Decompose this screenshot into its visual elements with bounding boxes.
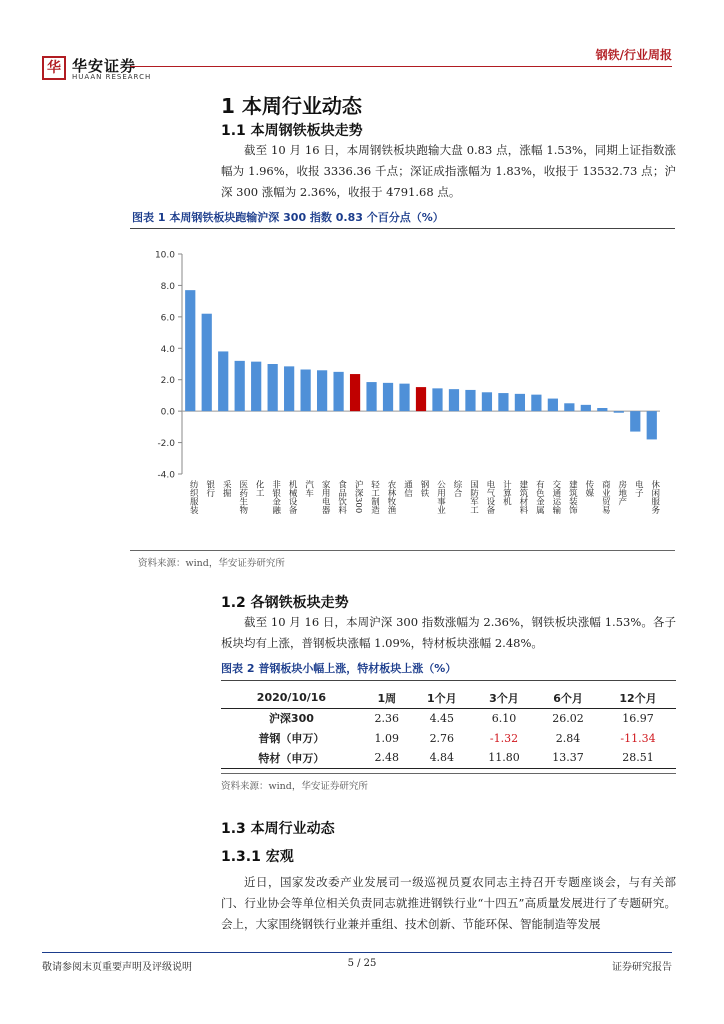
x-tick-label: 有色金属 [534,480,545,514]
table-header-1m: 1个月 [412,688,472,708]
table-header-row [221,688,676,708]
bar [268,364,278,411]
table-cell: 11.80 [472,748,536,768]
table-cell: 1.09 [374,731,400,745]
figure-2-bottom-rule [221,773,676,774]
x-tick-label: 通信 [402,480,413,497]
report-category: 钢铁/行业周报 [595,48,672,62]
paragraph-1-2: 截至 10 月 16 日，本周沪深 300 指数涨幅为 2.36%，钢铁板块涨幅 1.53%。各子板块均有上涨，普钢板块涨幅 1.09%，特材板块涨幅 2.48%。 [221,615,676,650]
table-cell: 2.76 [429,731,455,745]
x-tick-label: 采掘 [221,480,232,497]
figure-2-table [221,688,676,769]
figure-2-top-rule [221,680,676,681]
footer-divider [42,952,672,953]
x-tick-label: 国防军工 [468,480,479,514]
figure-1-source: 资料来源：wind，华安证券研究所 [138,558,285,569]
x-tick-label: 家用电器 [320,480,331,514]
y-tick-label: 6.0 [160,313,175,324]
x-tick-label: 房地产 [616,480,627,506]
y-tick-label: 10.0 [154,250,175,261]
x-tick-label: 综合 [451,480,462,497]
bar [515,394,525,411]
x-tick-label: 钢铁 [419,480,429,497]
x-tick-label: 轻工制造 [369,480,380,514]
x-tick-label: 农林牧渔 [386,480,397,514]
x-tick-label: 休闲服务 [649,480,660,514]
table-cell: 2.36 [374,711,400,725]
bar [482,392,492,411]
table-cell: 2.48 [362,748,412,768]
bar [614,411,624,413]
x-tick-label: 交通运输 [550,480,561,514]
y-tick-label: 4.0 [160,344,175,355]
bar [498,393,508,411]
header-divider [130,66,672,67]
section-title: 1 本周行业动态 [221,94,362,118]
table-row-label: 沪深300 [268,712,314,726]
bar [333,372,343,411]
table-cell: -11.34 [620,731,656,745]
bar [548,399,558,412]
figure-2-source: 资料来源：wind，华安证券研究所 [221,781,368,792]
bar [465,390,475,411]
x-tick-label: 化工 [254,480,265,497]
table-cell: 6.10 [491,711,517,725]
x-tick-label: 非银金融 [270,480,281,514]
bar [235,361,245,411]
bar [383,383,393,411]
paragraph-1-3-1: 近日，国家发改委产业发展司一级巡视员夏农同志主持召开专题座谈会，与有关部门、行业协会等单位相关负责同志就推进钢铁行业“十四五”高质量发展进行了专题研究。会上，大家围绕钢铁行业兼并重组、技术创新、节能环保、智能制造等发展 [221,875,676,931]
x-tick-label: 公用事业 [435,480,446,514]
y-tick-label: 2.0 [160,376,175,387]
table-cell: 4.84 [412,748,472,768]
x-tick-label: 建筑材料 [517,480,528,514]
bar [449,389,459,411]
bar [647,411,657,439]
bar [531,395,541,412]
x-tick-label: 汽车 [303,480,314,497]
footer-report-type: 证券研究报告 [612,962,672,973]
bar [284,366,294,411]
table-header-1w: 1周 [362,688,412,708]
figure-1-bottom-rule [130,550,675,551]
figure-1-title: 图表 1 本周钢铁板块跑输沪深 300 指数 0.83 个百分点（%） [132,211,444,224]
table-header-12m: 12个月 [600,688,676,708]
bar [185,290,195,411]
table-header-3m: 3个月 [472,688,536,708]
figure-1-chart [130,236,675,548]
figure-1-top-rule [130,228,675,229]
bar [317,370,327,411]
table-cell: 28.51 [600,748,676,768]
x-tick-label: 计算机 [501,480,512,506]
x-tick-label: 建筑装饰 [567,480,578,514]
y-tick-label: 0.0 [160,407,175,418]
table-cell: 2.84 [555,731,581,745]
figure-2-title: 图表 2 普钢板块小幅上涨，特材板块上涨（%） [221,662,457,675]
bar [564,403,574,411]
bar [399,384,409,412]
subsection-title-1-3: 1.3 本周行业动态 [221,821,335,837]
table-cell: 13.37 [536,748,600,768]
x-tick-label: 机械设备 [287,480,298,514]
x-tick-label: 银行 [204,480,215,497]
x-tick-label: 商业贸易 [600,480,611,514]
table-row [221,728,676,748]
y-tick-label: 8.0 [160,281,175,292]
subsection-title-1-1: 1.1 本周钢铁板块走势 [221,123,363,139]
paragraph-1-1: 截至 10 月 16 日，本周钢铁板块跑输大盘 0.83 点，涨幅 1.53%，同期上证指数涨幅为 1.96%，收报 3336.36 千点；深证成指涨幅为 1.83%，收报于 13532.73 点；沪深 300 涨幅为 2.36%，收报于 4791.68 点。 [221,143,676,199]
x-tick-label: 食品饮料 [336,480,347,514]
table-row [221,708,676,728]
bar [597,408,607,411]
bar [366,382,376,411]
table-header-6m: 6个月 [536,688,600,708]
table-header-date: 2020/10/16 [221,688,362,708]
brand-name: 华安证券 [72,57,137,75]
y-tick-label: -4.0 [157,470,175,481]
x-tick-label: 传媒 [583,480,594,497]
x-tick-label: 沪深300 [353,480,364,514]
table-cell: 16.97 [622,711,654,725]
bar [202,314,212,411]
brand-name-en: HUAAN RESEARCH [72,73,152,81]
subsection-title-1-2: 1.2 各钢铁板块走势 [221,595,349,611]
x-tick-label: 电子 [633,480,644,497]
table-cell: 26.02 [552,711,584,725]
table-row-label: 特材（申万） [221,748,362,768]
table-cell: -1.32 [489,731,519,745]
page-number: 5 / 25 [347,958,377,969]
y-tick-label: -2.0 [157,439,175,450]
bar [581,405,591,411]
bar [630,411,640,431]
x-tick-label: 电气设备 [484,480,495,514]
subsection-title-1-3-1: 1.3.1 宏观 [221,849,294,865]
x-tick-label: 纺织服装 [188,480,199,514]
brand-logo-icon: 华 [42,56,66,80]
table-row [221,748,676,768]
table-cell: 4.45 [429,711,455,725]
bar [350,374,360,411]
table-row-label: 普钢（申万） [258,732,325,745]
bar [301,370,311,412]
bar [416,387,426,411]
bar [218,351,228,411]
bar [432,388,442,411]
footer-disclaimer: 敬请参阅末页重要声明及评级说明 [42,962,192,973]
bar [251,362,261,412]
x-tick-label: 医药生物 [237,480,248,514]
